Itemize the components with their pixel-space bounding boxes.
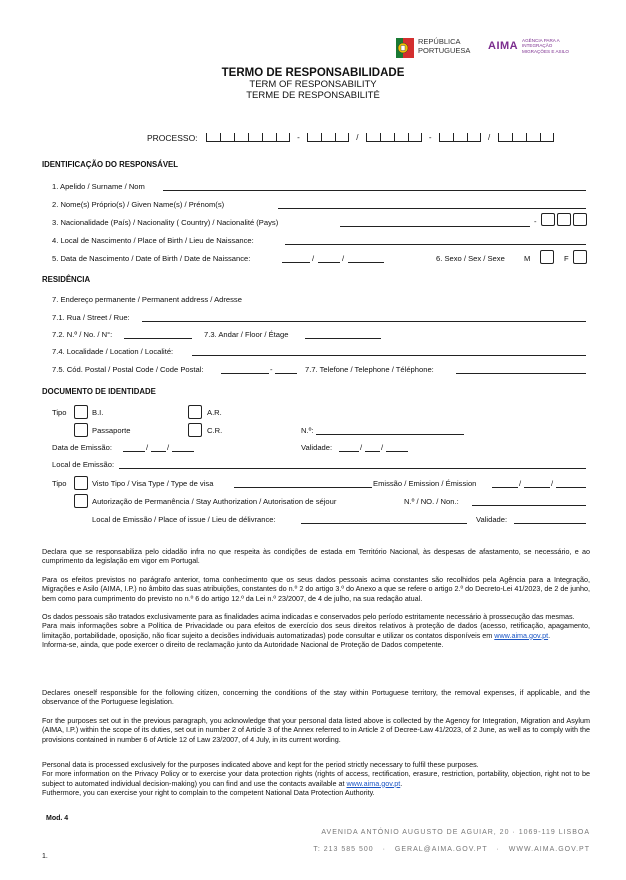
sexo-m-checkbox[interactable] [540,250,554,264]
paragraph-4-text: Para mais informações sobre a Política de Privacidade ou para efeitos de exercício dos seus direitos relativos à proteção de dados (acesso, retificação, apagamento, limitação, portabilidade, oposição, não ficar sujeito a decisões individuais automatizadas) pode consultar e utilizar os contatos disponíveis em [42,621,590,640]
nascimento-month-input[interactable] [318,262,340,263]
cod-postal-label: 7.5. Cód. Postal / Postal Code / Code Postal: [52,365,204,374]
section-residencia: RESIDÊNCIA [42,275,91,284]
andar-input[interactable] [305,338,381,339]
nacionalidade-code-box-1[interactable] [541,213,555,226]
localidade-label: 7.4. Localidade / Location / Localité: [52,347,174,356]
visto-emissao-day[interactable] [492,487,518,488]
visto-input[interactable] [234,487,372,488]
paragraph-8: Personal data is processed exclusively for the purposes indicated above and kept for the period strictly necessary to fulfil these purposes. [42,760,479,769]
footer-contacts: T: 213 585 500 · GERAL@AIMA.GOV.PT · WWW.AIMA.GOV.PT [313,846,590,853]
sexo-f-label: F [564,254,569,263]
numero-input[interactable] [124,338,192,339]
title-pt: TERMO DE RESPONSABILIDADE [221,67,405,79]
telefone-input[interactable] [456,373,586,374]
apelido-input[interactable] [163,190,586,191]
paragraph-6: Declares oneself responsible for the following citizen, concerning the conditions of the stay within Portuguese territory, the removal expenses, if applicable, and the observance of the Portuguese legislation. [42,688,590,707]
visto-emissao-month[interactable] [524,487,550,488]
paragraph-1: Declara que se responsabiliza pelo cidadão infra no que respeita às condições de estada em Território Nacional, às despesas de afastamento, se necessário, e ao cumprimento da legislação em vigor em Portugal. [42,547,590,566]
paragraph-4: Para mais informações sobre a Política de Privacidade ou para efeitos de exercício dos seus direitos relativos à proteção de dados (acesso, retificação, apagamento, limitação, portabilidade, oposição, não ficar sujeito a decisões individuais automatizadas) pode consultar e utilizar os contatos disponíveis em www.aima.gov.pt. [42,621,590,640]
validade-day-input[interactable] [339,451,359,452]
footer-web[interactable]: WWW.AIMA.GOV.PT [508,846,590,853]
paragraph-3-text: Os dados pessoais são tratados exclusivamente para as finalidades acima indicadas e conservados pelo período estritamente necessário à prossecução das mesmas. [42,612,575,621]
nacionalidade-code-box-2[interactable] [557,213,571,226]
coat-of-arms-icon [396,37,414,59]
title-fr: TERME DE RESPONSABILITÉ [246,89,380,101]
autorizacao-numero-input[interactable] [472,505,586,506]
autorizacao-checkbox[interactable] [74,494,88,508]
validade-month-input[interactable] [365,451,380,452]
validade-label: Validade: [301,443,333,452]
republica-logo [396,36,476,60]
local-nascimento-input[interactable] [285,244,586,245]
sexo-m-label: M [524,254,531,263]
local-nascimento-label: 4. Local de Nascimento / Place of Birth / Lieu de Naissance: [52,236,254,245]
footer-address: AVENIDA ANTÓNIO AUGUSTO DE AGUIAR, 20 · 1069-119 LISBOA [321,829,590,836]
apelido-label: 1. Apelido / Surname / Nom [52,182,145,191]
paragraph-5: Informa-se, ainda, que pode exercer o direito de reclamação junto da Autoridade Nacional de Proteção de Dados competente. [42,639,444,649]
local-emissao-label: Local de Emissão: [52,460,115,469]
aima-website-link[interactable]: www.aima.gov.pt [494,630,549,640]
validade2-label: Validade: [476,515,508,524]
nascimento-year-input[interactable] [348,262,384,263]
validade-year-input[interactable] [386,451,408,452]
paragraph-3 [42,612,590,649]
autorizacao-label: Autorização de Permanência / Stay Authorization / Autorisation de séjour [92,497,337,506]
emissao-day-input[interactable] [123,451,145,452]
nomes-label: 2. Nome(s) Próprio(s) / Given Name(s) / Prénom(s) [52,200,225,209]
section-documento: DOCUMENTO DE IDENTIDADE [42,387,156,396]
sexo-label: 6. Sexo / Sex / Sexe [436,254,505,263]
aima-tagline-1: AGÊNCIA PARA A [522,38,560,43]
cod-postal-input-1[interactable] [221,373,269,374]
visto-emissao-year[interactable] [556,487,586,488]
republica-line1: REPÚBLICA [418,37,461,46]
emissao-label: Emissão / Emission / Émission [373,479,477,488]
nacionalidade-label: 3. Nacionalidade (País) / Nacionality ( Country) / Nacionalité (Pays) [52,218,279,227]
data-emissao-label: Data de Emissão: [52,443,112,452]
ar-checkbox[interactable] [188,405,202,419]
tipo-visto-label: Tipo [52,479,67,488]
sexo-f-checkbox[interactable] [573,250,587,264]
telefone-label: 7.7. Telefone / Telephone / Téléphone: [305,365,434,374]
doc-numero-input[interactable] [316,434,464,435]
nomes-input[interactable] [278,208,586,209]
local-issue-input[interactable] [301,523,467,524]
data-nascimento-label: 5. Data de Nascimento / Date of Birth / Date de Naissance: [52,254,251,263]
nascimento-day-input[interactable] [282,262,310,263]
rua-input[interactable] [142,321,586,322]
numero-label: 7.2. N.º / No. / N°: [52,330,113,339]
nacionalidade-code-box-3[interactable] [573,213,587,226]
validade2-input[interactable] [514,523,586,524]
paragraph-2: Para os efeitos previstos no parágrafo anterior, toma conhecimento que os seus dados pessoais acima constantes são recolhidos pela Agência para a Integração, Migrações e Asilo (AIMA, I.P.) no âmbito das suas atribuições, constantes do n.º 2 do artigo 3.º do Anexo a que se refere o artigo 2.º do Decreto-Lei 41/2023, de 2 de junho, bem como para cumprimento do previsto no n.º 6 do artigo 12.º da Lei n.º 23/2007, de 4 de julho, na sua redação atual. [42,575,590,603]
paragraph-7: For the purposes set out in the previous paragraph, you acknowledge that your personal data listed above is collected by the Agency for Integration, Migration and Asylum (AIMA, I.P.) within the scope of its duties, set out in number 2 of Article 3 of the Annex referred to in Article 2 of Decree-Law 41/2023, of 2 June, as well as to comply with the provisions contained in number 6 of Article 12 of Law 23/2007, of 4 July, in its current wording. [42,716,590,744]
visto-checkbox[interactable] [74,476,88,490]
footer-email[interactable]: GERAL@AIMA.GOV.PT [394,846,488,853]
local-issue-label: Local de Emissão / Place of issue / Lieu de délivrance: [92,515,276,524]
republica-line2: PORTUGUESA [418,45,471,55]
mod-label: Mod. 4 [46,815,69,822]
section-identificacao: IDENTIFICAÇÃO DO RESPONSÁVEL [42,160,179,169]
paragraph-8-block [42,760,590,797]
nacionalidade-input[interactable] [340,226,530,227]
footer-phone: T: 213 585 500 [313,846,374,853]
paragraph-9-text: For more information on the Privacy Policy or to exercise your data protection rights (rights of access, rectification, erasure, restriction, portability, objection, right not to be subject to automated individual decision-making) you can find and use the contacts available at [42,769,590,788]
page-number: 1. [42,853,48,860]
processo-field[interactable]: PROCESSO: - / - / [147,129,554,147]
ar-label: A.R. [207,408,222,417]
cr-checkbox[interactable] [188,423,202,437]
localidade-input[interactable] [192,355,586,356]
rua-label: 7.1. Rua / Street / Rue: [52,313,130,322]
endereco-label: 7. Endereço permanente / Permanent address / Adresse [52,295,242,304]
passaporte-checkbox[interactable] [74,423,88,437]
autorizacao-numero-label: N.º / NO. / Non.: [404,497,459,506]
bi-label: B.I. [92,408,104,417]
aima-word: AIMA [488,40,519,52]
bi-checkbox[interactable] [74,405,88,419]
doc-numero-label: N.º: [301,426,314,435]
aima-logo [488,37,588,59]
emissao-month-input[interactable] [151,451,166,452]
passaporte-label: Passaporte [92,426,131,435]
paragraph-10: Futhermore, you can exercise your right to complain to the competent National Data Protection Authority. [42,787,375,797]
andar-label: 7.3. Andar / Floor / Étage [204,330,289,339]
tipo-label: Tipo [52,408,67,417]
processo-label: PROCESSO: [147,132,198,143]
visto-label: Visto Tipo / Visa Type / Type de visa [92,479,214,488]
emissao-year-input[interactable] [172,451,194,452]
paragraph-9: For more information on the Privacy Policy or to exercise your data protection rights (rights of access, rectification, erasure, restriction, portability, objection, right not to be subject to automated individual decision-making) you can find and use the contacts available at www.aima.gov.pt. [42,769,590,788]
cod-postal-input-2[interactable] [275,373,297,374]
aima-website-link-en[interactable]: www.aima.gov.pt [346,778,401,788]
local-emissao-input[interactable] [119,468,586,469]
cr-label: C.R. [207,426,223,435]
aima-tagline-2: INTEGRAÇÃO [522,43,553,49]
title-en: TERM OF RESPONSABILITY [249,79,377,90]
aima-tagline-3: MIGRAÇÕES E ASILO [522,48,569,54]
